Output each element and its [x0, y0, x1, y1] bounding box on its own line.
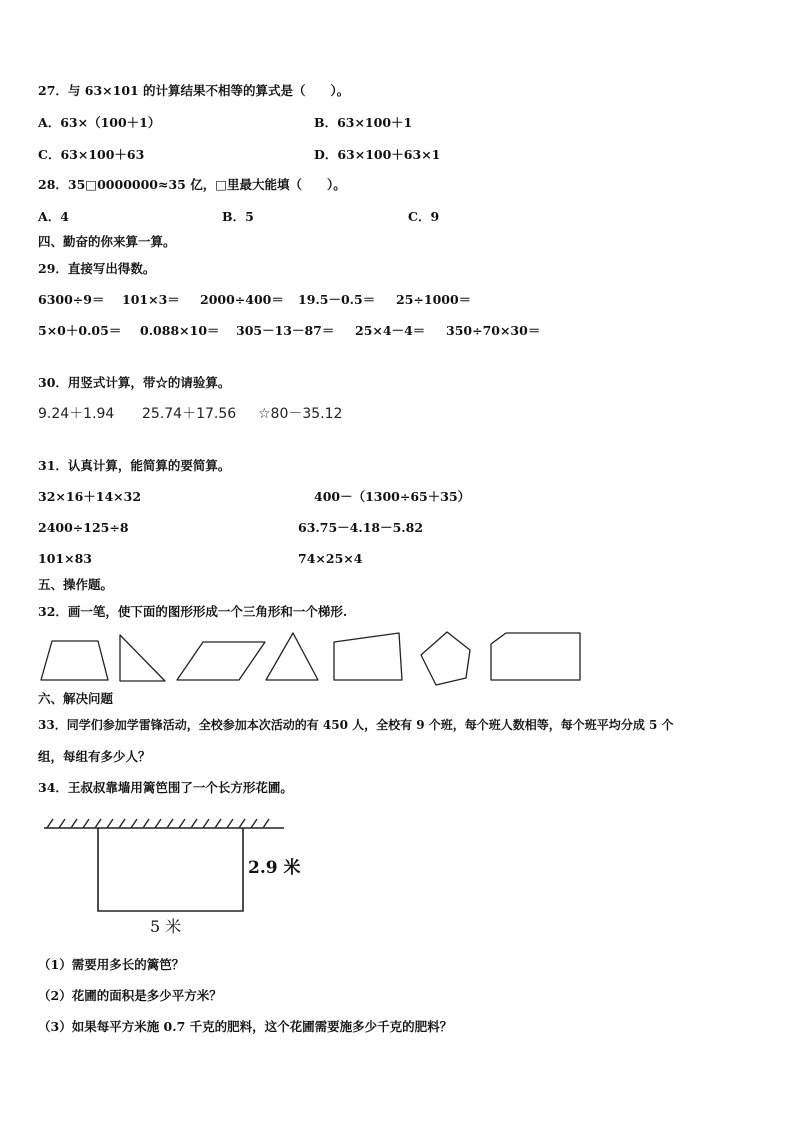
q31-item: 32×16＋14×32	[38, 489, 142, 504]
q27-option-b: B．63×100＋1	[314, 115, 413, 130]
section-6-heading: 六、解决问题	[38, 691, 114, 706]
q34-sub3: （3）如果每平方米施 0.7 千克的肥料，这个花圃需要施多少千克的肥料？	[38, 1019, 453, 1034]
q34-sub2: （2）花圃的面积是多少平方米？	[38, 988, 222, 1003]
q28-stem: 28．35□0000000≈35 亿，□里最大能填（ ）。	[38, 177, 346, 192]
right-triangle-shape	[120, 635, 165, 681]
garden-width-label: 5 米	[150, 917, 182, 936]
wall-hatching	[47, 819, 269, 828]
q29-item: 101×3＝	[122, 292, 180, 307]
q33-line2: 组，每组有多少人？	[38, 749, 151, 764]
q31-stem: 31．认真计算，能简算的要简算。	[38, 458, 231, 473]
q34-sub1: （1）需要用多长的篱笆？	[38, 957, 185, 972]
q27-stem: 27．与 63×101 的计算结果不相等的算式是（ ）。	[38, 83, 350, 98]
fence-rectangle	[98, 828, 243, 911]
hexagon-like-shape	[491, 633, 580, 680]
q31-item: 101×83	[38, 551, 92, 566]
q28-option-c: C．9	[408, 209, 440, 224]
q33-line1: 33．同学们参加学雷锋活动，全校参加本次活动的有 450 人，全校有 9 个班，每个班人数相等，每个班平均分成 5 个	[38, 718, 674, 732]
q29-item: 25×4－4＝	[355, 323, 426, 338]
q30-item: ☆80－35.12	[258, 406, 343, 422]
q30-item: 25.74＋17.56	[142, 406, 237, 422]
q29-item: 25÷1000＝	[396, 292, 472, 307]
q31-item: 400－（1300÷65＋35）	[314, 489, 471, 504]
trapezoid-shape	[41, 641, 108, 680]
q29-item: 5×0＋0.05＝	[38, 323, 122, 338]
q29-item: 19.5－0.5＝	[298, 292, 376, 307]
q29-stem: 29．直接写出得数。	[38, 261, 156, 276]
q34-stem: 34．王叔叔靠墙用篱笆围了一个长方形花圃。	[38, 780, 293, 795]
q30-item: 9.24＋1.94	[38, 406, 115, 422]
parallelogram-shape	[177, 642, 265, 680]
q27-option-a: A．63×（100＋1）	[38, 115, 161, 130]
section-4-heading: 四、勤奋的你来算一算。	[38, 234, 176, 249]
q29-item: 0.088×10＝	[140, 323, 220, 338]
q29-item: 6300÷9＝	[38, 292, 105, 307]
quadrilateral-shape	[334, 633, 402, 680]
q30-stem: 30．用竖式计算，带☆的请验算。	[38, 375, 231, 390]
garden-height-label: 2.9 米	[248, 858, 301, 878]
q29-item: 2000÷400＝	[200, 292, 284, 307]
q31-item: 74×25×4	[298, 551, 363, 566]
q29-item: 305－13－87＝	[236, 323, 335, 338]
q27-option-d: D．63×100＋63×1	[314, 147, 441, 162]
q31-item: 2400÷125÷8	[38, 520, 129, 535]
q27-option-c: C．63×100＋63	[38, 147, 145, 162]
section-5-heading: 五、操作题。	[38, 577, 114, 592]
q28-option-a: A．4	[38, 209, 69, 224]
q29-item: 350÷70×30＝	[446, 323, 541, 338]
pentagon-shape	[421, 632, 470, 685]
q31-item: 63.75－4.18－5.82	[298, 520, 424, 535]
q32-stem: 32．画一笔，使下面的图形形成一个三角形和一个梯形.	[38, 604, 348, 619]
triangle-shape	[266, 633, 318, 680]
q28-option-b: B．5	[222, 209, 254, 224]
